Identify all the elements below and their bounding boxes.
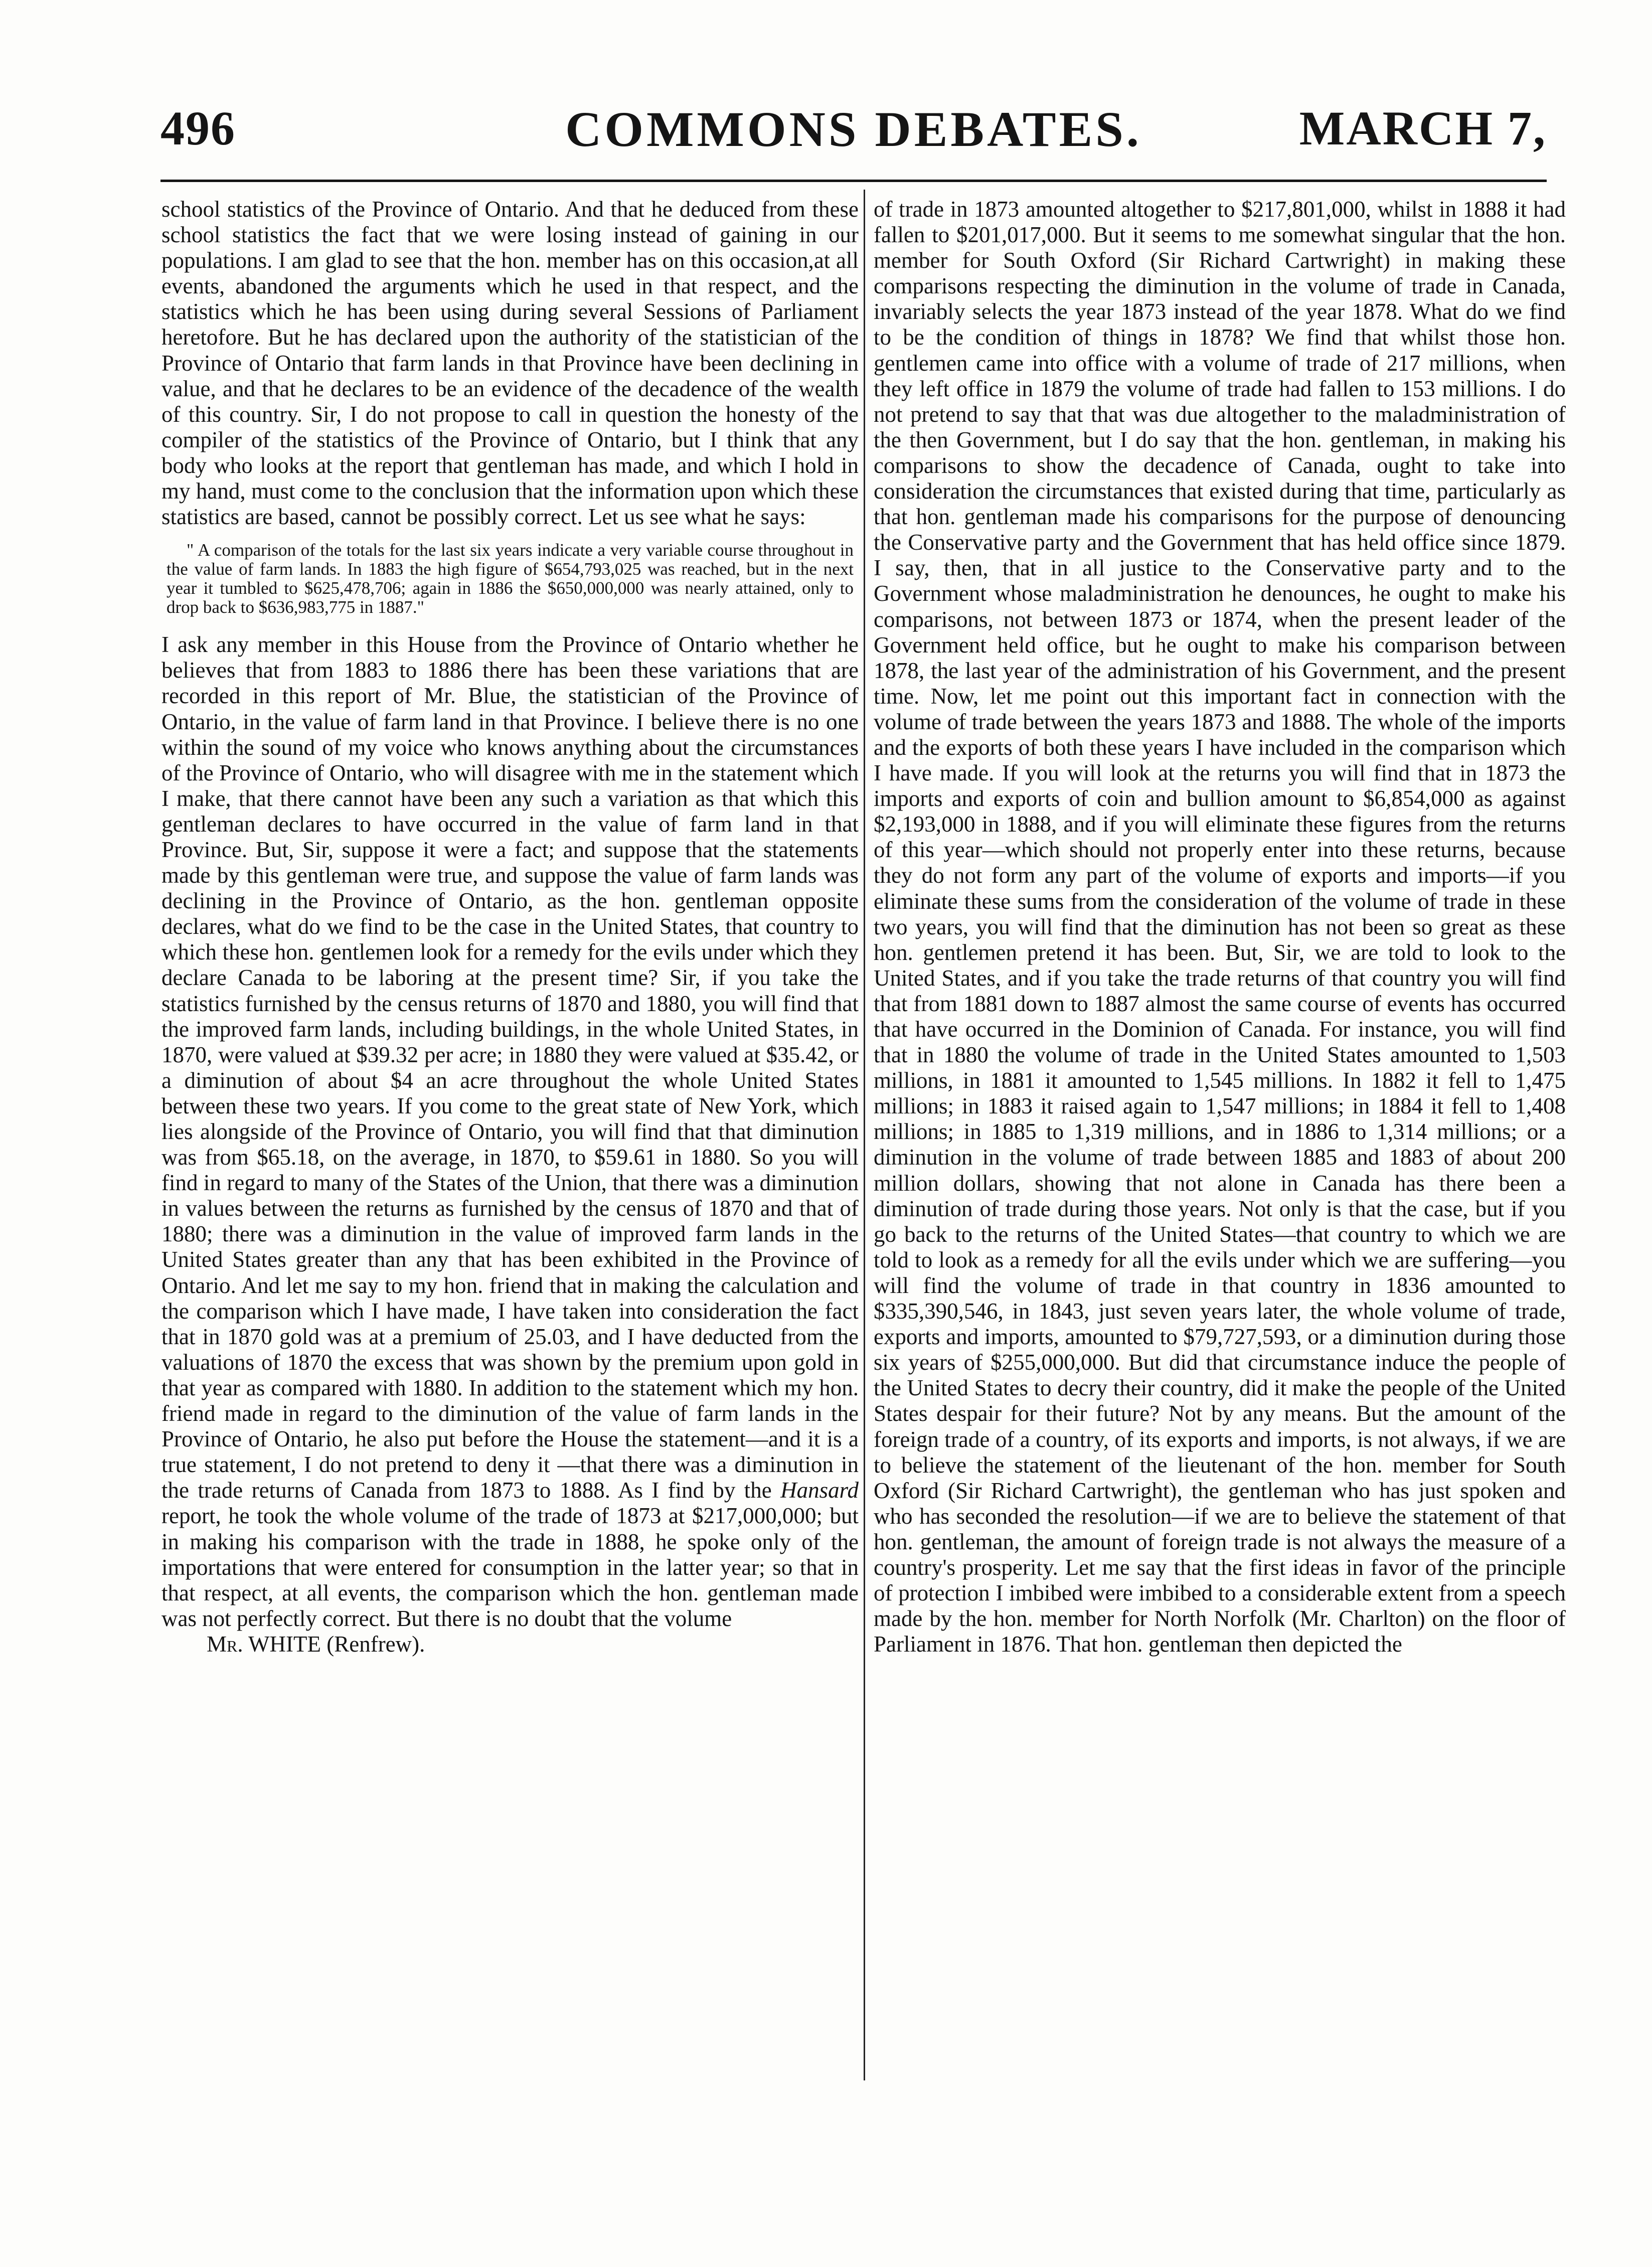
page-number: 496	[160, 101, 236, 155]
page-date: MARCH 7,	[1299, 101, 1547, 155]
speaker-credit	[161, 1632, 859, 1657]
speaker-place: (Renfrew).	[326, 1631, 425, 1657]
page-header	[160, 100, 1547, 160]
right-paragraph-1: of trade in 1873 amounted altogether to $217,801,000, whilst in 1888 it had fallen to $201,017,000. But it seems to me somewhat singular that the hon. member for South Oxford (Sir Richard Cartwright) in making these comparisons respecting the diminution in the volume of trade in Canada, invariably selects the year 1873 instead of the year 1878. What do we find to be the condition of things in 1878? We find that whilst those hon. gentlemen came into office with a volume of trade of 217 millions, when they left office in 1879 the volume of trade had fallen to 153 millions. I do not pretend to say that that was due altogether to the maladministration of the then Government, but I do say that the hon. gentleman, in making his comparisons to show the decadence of Canada, ought to take into consideration the circumstances that existed during that time, particularly as that hon. gentleman made his comparisons for the purpose of denouncing the Conservative party and the Government that has held office since 1879. I say, then, that in all justice to the Conservative party and to the Government whose maladministration he denounces, he ought to make his comparisons, not between 1873 or 1874, when the present leader of the Government held office, but he ought to make his comparison between 1878, the last year of the administration of his Government, and the present time. Now, let me point out this important fact in connection with the volume of trade between the years 1873 and 1888. The whole of the imports and the exports of both these years I have included in the comparison which I have made. If you will look at the returns you will find that in 1873 the imports and exports of coin and bullion amount to $6,854,000 as against $2,193,000 in 1888, and if you will eliminate these figures from the returns of this year—which should not properly enter into these returns, because they do not form any part of the volume of exports and imports—if you eliminate these sums from the consideration of the volume of trade in these two years, you will find that the diminution has not been so great as these hon. gentlemen pretend it has been. But, Sir, we are told to look to the United States, and if you take the trade returns of that country you will find that from 1881 down to 1887 almost the same course of events has occurred that have occurred in the Dominion of Canada. For instance, you will find that in 1880 the volume of trade in the United States amounted to 1,503 millions, in 1881 it amounted to 1,545 millions. In 1882 it fell to 1,475 millions; in 1883 it raised again to 1,547 millions; in 1884 it fell to 1,408 millions; in 1885 to 1,319 millions, and in 1886 to 1,314 millions; or a diminution in the volume of trade between 1885 and 1883 of about 200 million dollars, showing that not alone in Canada has there been a diminution of trade during those years. Not only is that the case, but if you go back to the returns of the United States—that country to which we are told to look as a remedy for all the evils under which we are suffering—you will find the volume of trade in that country in 1836 amounted to $335,390,546, in 1843, just seven years later, the whole volume of trade, exports and imports, amounted to $79,727,593, or a diminution during those six years of $255,000,000. But did that circumstance induce the people of the United States to decry their country, did it make the people of the United States despair for their future? Not by any means. But the amount of the foreign trade of a country, of its exports and imports, is not always, if we are to believe the statement of the lieutenant of the hon. member for South Oxford (Sir Richard Cartwright), the gentleman who has just spoken and who has seconded the resolution—if we are to believe the statement of that hon. gentleman, the amount of foreign trade is not always the measure of a country's prosperity. Let me say that the first ideas in favor of the principle of protection I imbibed were imbibed to a considerable extent from a speech made by the hon. member for North Norfolk (Mr. Charlton) on the floor of Parliament in 1876. That hon. gentleman then depicted the	[874, 197, 1566, 1657]
running-title: COMMONS DEBATES.	[565, 101, 1142, 157]
left-paragraph-2-text: I ask any member in this House from the Province of Ontario whether he believes that from 1883 to 1886 there has been these variations that are recorded in this report of Mr. Blue, the statistician of the Province of Ontario, in the value of farm land in that Province. I believe there is no one within the sound of my voice who knows anything about the circumstances of the Province of Ontario, who will disagree with me in the statement which I make, that there cannot have been any such a variation as that which this gentleman declares to have occurred in the value of farm land in that Province. But, Sir, suppose it were a fact; and suppose that the statements made by this gentleman were true, and suppose the value of farm lands was declining in the Province of Ontario, as the hon. gentleman opposite declares, what do we find to be the case in the United States, that country to which these hon. gentlemen look for a remedy for the evils under which they declare Canada to be laboring at the present time? Sir, if you take the statistics furnished by the census returns of 1870 and 1880, you will find that the improved farm lands, including buildings, in the whole United States, in 1870, were valued at $39.32 per acre; in 1880 they were valued at $35.42, or a diminution of about $4 an acre throughout the whole United States between these two years. If you come to the great state of New York, which lies alongside of the Province of Ontario, you will find that that diminution was from $65.18, on the average, in 1870, to $59.61 in 1880. So you will find in regard to many of the States of the Union, that there was a diminution in values between the returns as furnished by the census of 1870 and that of 1880; there was a diminution in the value of improved farm lands in the United States greater than any that has been exhibited in the Province of Ontario. And let me say to my hon. friend that in making the calculation and the comparison which I have made, I have taken into consideration the fact that in 1870 gold was at a premium of 25.03, and I have deducted from the valuations of 1870 the excess that was shown by the premium upon gold in that year as compared with 1880. In addition to the statement which my hon. friend made in regard to the diminution of the value of farm lands in the Province of Ontario, he also put before the House the statement—and it is a true statement, I do not pretend to deny it —that there was a diminution in the trade returns of Canada from 1873 to 1888. As I find by the	[161, 632, 859, 1503]
left-paragraph-2	[161, 632, 859, 1632]
left-paragraph-1: school statistics of the Province of Ontario. And that he deduced from these school statistics the fact that we were losing instead of gaining in our populations. I am glad to see that the hon. member has on this occasion,at all events, abandoned the arguments which he used in that respect, and the statistics which he has been using during several Sessions of Parliament heretofore. But he has declared upon the authority of the statistician of the Province of Ontario that farm lands in that Province have been declining in value, and that he declares to be an evidence of the decadence of the wealth of this country. Sir, I do not propose to call in question the honesty of the compiler of the statistics of the Province of Ontario, but I think that any body who looks at the report that gentleman has made, and which I hold in my hand, must come to the conclusion that the information upon which these statistics are based, cannot be possibly correct. Let us see what he says:	[161, 197, 859, 530]
left-paragraph-2-tail: report, he took the whole volume of the trade of 1873 at $217,000,000; but in making his comparison with the trade in 1888, he spoke only of the importations that were entered for consumption in the latter year; so that in that respect, at all events, the comparison which the hon. gentleman made was not perfectly correct. But there is no doubt that the volume	[161, 1503, 859, 1631]
right-column	[874, 197, 1566, 1657]
hansard-word: Hansard	[780, 1478, 859, 1503]
column-divider	[864, 190, 865, 2080]
left-column	[161, 197, 859, 1657]
speaker-name: Mr. WHITE	[207, 1631, 321, 1657]
blockquote-report: " A comparison of the totals for the last six years indicate a very variable course throughout in the value of farm lands. In 1883 the high figure of $654,793,025 was reached, but in the next year it tumbled to $625,478,706; again in 1886 the $650,000,000 was nearly attained, only to drop back to $636,983,775 in 1887."	[167, 540, 854, 617]
header-rule	[160, 180, 1547, 182]
